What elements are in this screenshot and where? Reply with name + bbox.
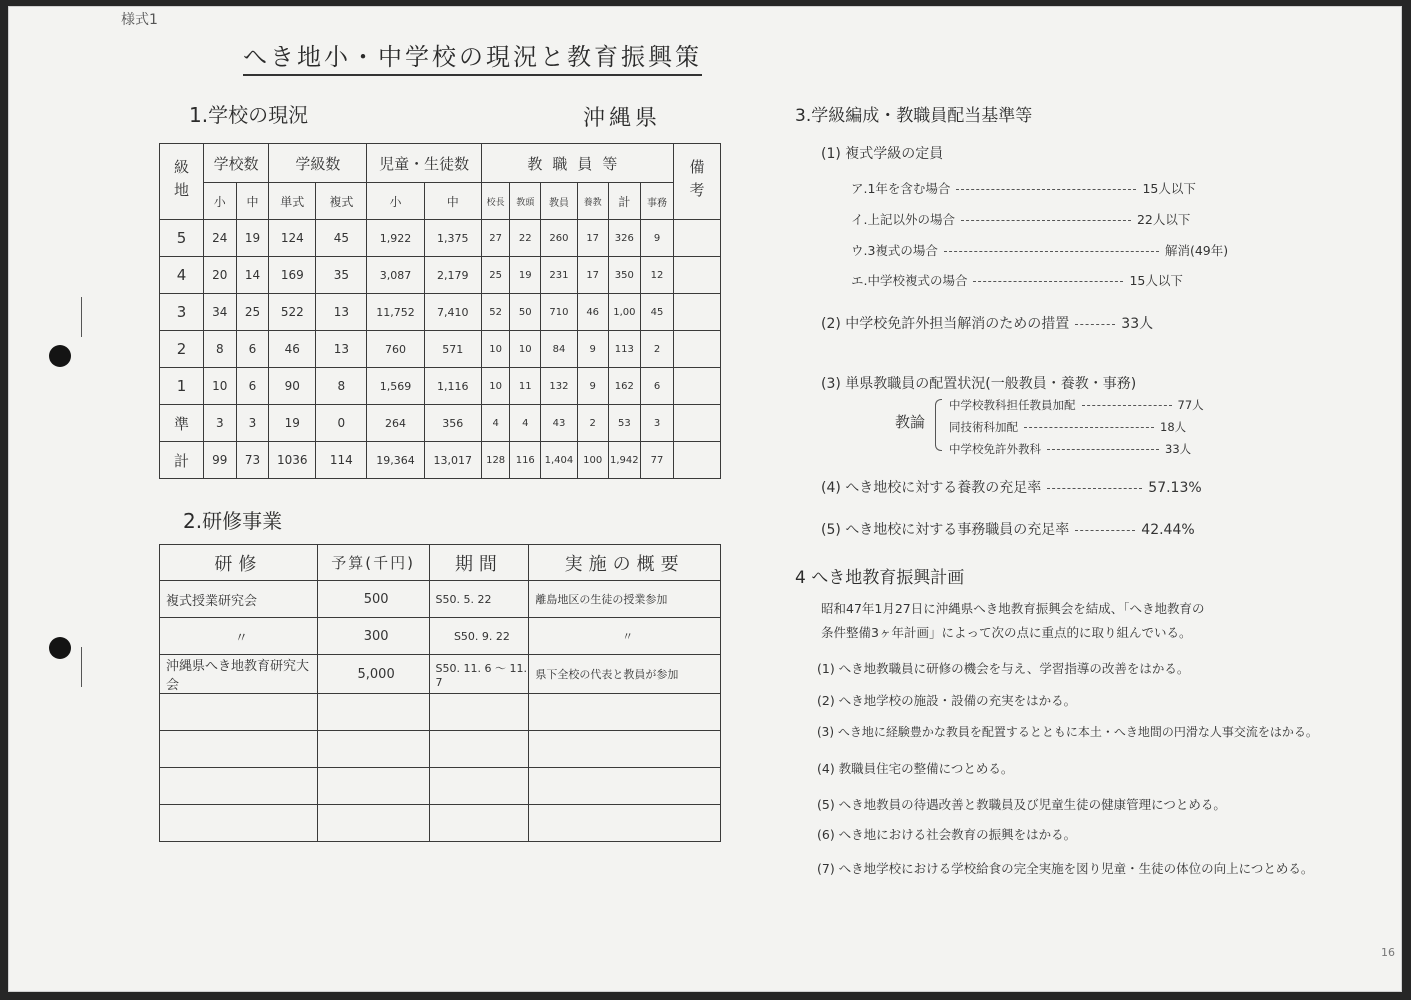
table-cell: 1036 xyxy=(269,442,316,479)
table-cell: 27 xyxy=(481,220,510,257)
table-row xyxy=(160,618,721,655)
item1-line: ア.1年を含む場合 15人以下 xyxy=(851,181,1196,196)
item3-line: 中学校免許外教科 33人 xyxy=(949,442,1192,456)
table-cell: 571 xyxy=(424,331,481,368)
training-summary-cell: 離島地区の生徒の授業参加 xyxy=(529,581,721,618)
empty-cell xyxy=(529,805,721,842)
table-cell: 46 xyxy=(269,331,316,368)
subheader: 事務 xyxy=(641,183,674,220)
leader-line xyxy=(1075,530,1135,531)
table-cell: 132 xyxy=(541,368,578,405)
header-remarks: 備考 xyxy=(673,144,720,220)
table-cell: 356 xyxy=(424,405,481,442)
table-cell: 1,569 xyxy=(367,368,424,405)
table-cell: 1,942 xyxy=(608,442,641,479)
table-row xyxy=(160,368,721,405)
school-status-table xyxy=(159,143,721,479)
empty-row xyxy=(160,694,721,731)
table-cell: 760 xyxy=(367,331,424,368)
table-row xyxy=(160,655,721,694)
table-row xyxy=(160,405,721,442)
empty-cell xyxy=(529,694,721,731)
table-cell: 710 xyxy=(541,294,578,331)
table-cell: 1,00 xyxy=(608,294,641,331)
table-cell: 14 xyxy=(236,257,269,294)
table-cell: 100 xyxy=(577,442,608,479)
table-cell: 24 xyxy=(203,220,236,257)
item3-line: 中学校教科担任教員加配 77人 xyxy=(949,398,1204,412)
empty-cell xyxy=(160,768,318,805)
table-cell: 77 xyxy=(641,442,674,479)
table-cell: 17 xyxy=(577,257,608,294)
table-cell: 522 xyxy=(269,294,316,331)
training-period-cell: S50. 5. 22 xyxy=(429,581,529,618)
table-row xyxy=(160,294,721,331)
table-cell: 50 xyxy=(510,294,541,331)
training-summary-cell: 〃 xyxy=(529,618,721,655)
plan-item: (2) へき地学校の施設・設備の充実をはかる。 xyxy=(817,693,1077,708)
remarks-cell xyxy=(673,442,720,479)
table-cell: 124 xyxy=(269,220,316,257)
item1-line: イ.上記以外の場合 22人以下 xyxy=(851,212,1191,227)
subheader: 中 xyxy=(236,183,269,220)
margin-mark xyxy=(81,297,82,337)
table-cell: 128 xyxy=(481,442,510,479)
table-cell: 2 xyxy=(641,331,674,368)
plan-item: (4) 教職員住宅の整備につとめる。 xyxy=(817,761,1014,776)
header-budget: 予算(千円) xyxy=(317,545,429,581)
subheader: 小 xyxy=(203,183,236,220)
remarks-cell xyxy=(673,220,720,257)
empty-cell xyxy=(429,768,529,805)
table-cell: 114 xyxy=(316,442,367,479)
remarks-cell xyxy=(673,294,720,331)
empty-cell xyxy=(160,694,318,731)
table-cell: 1,404 xyxy=(541,442,578,479)
table-cell: 22 xyxy=(510,220,541,257)
table-cell: 19,364 xyxy=(367,442,424,479)
empty-cell xyxy=(317,694,429,731)
table-cell: 17 xyxy=(577,220,608,257)
table-cell: 169 xyxy=(269,257,316,294)
subheader: 単式 xyxy=(269,183,316,220)
table-cell: 9 xyxy=(577,368,608,405)
table-cell: 46 xyxy=(577,294,608,331)
section1-heading: 1.学校の現況 xyxy=(189,103,309,127)
header-students: 児童・生徒数 xyxy=(367,144,481,183)
row-level: 3 xyxy=(160,294,204,331)
table-cell: 6 xyxy=(641,368,674,405)
item3-line: 同技術科加配 18人 xyxy=(949,420,1187,434)
table-cell: 260 xyxy=(541,220,578,257)
item1-line: エ.中学校複式の場合 15人以下 xyxy=(851,273,1183,288)
empty-cell xyxy=(429,731,529,768)
training-name-cell: 〃 xyxy=(160,618,318,655)
item3-side-label: 教論 xyxy=(895,413,926,431)
empty-cell xyxy=(429,694,529,731)
table-cell: 11 xyxy=(510,368,541,405)
table-cell: 1,922 xyxy=(367,220,424,257)
table-cell: 12 xyxy=(641,257,674,294)
table-cell: 35 xyxy=(316,257,367,294)
table-cell: 231 xyxy=(541,257,578,294)
empty-cell xyxy=(317,731,429,768)
table-cell: 6 xyxy=(236,368,269,405)
table-cell: 2,179 xyxy=(424,257,481,294)
table-cell: 4 xyxy=(510,405,541,442)
document-page xyxy=(8,6,1402,992)
table-cell: 1,116 xyxy=(424,368,481,405)
subheader: 小 xyxy=(367,183,424,220)
empty-row xyxy=(160,731,721,768)
subheader: 中 xyxy=(424,183,481,220)
row-level: 1 xyxy=(160,368,204,405)
item1-line: ウ.3複式の場合 解消(49年) xyxy=(851,243,1229,258)
table-row xyxy=(160,257,721,294)
header-period: 期間 xyxy=(429,545,529,581)
table-cell: 13 xyxy=(316,331,367,368)
school-status-rows xyxy=(160,220,721,479)
training-period-cell: S50. 11. 6 〜 11. 7 xyxy=(429,655,529,694)
section4-intro: 昭和47年1月27日に沖縄県へき地教育振興会を結成、「へき地教育の xyxy=(821,601,1205,616)
table-cell: 20 xyxy=(203,257,236,294)
empty-cell xyxy=(160,731,318,768)
item1-label: (1) 複式学級の定員 xyxy=(821,146,944,162)
plan-item: (6) へき地における社会教育の振興をはかる。 xyxy=(817,827,1077,842)
table-cell: 52 xyxy=(481,294,510,331)
document-title: へき地小・中学校の現況と教育振興策 xyxy=(243,37,702,76)
table-cell: 2 xyxy=(577,405,608,442)
item2-line: (2) 中学校免許外担当解消のための措置 33人 xyxy=(821,316,1154,332)
table-cell: 45 xyxy=(316,220,367,257)
prefecture-label: 沖縄県 xyxy=(583,106,662,131)
leader-line xyxy=(961,220,1131,221)
training-budget-cell: 500 xyxy=(317,581,429,618)
leader-line xyxy=(956,189,1136,190)
table-cell: 10 xyxy=(481,331,510,368)
leader-line xyxy=(1024,427,1154,428)
bracket xyxy=(935,399,942,451)
header-schools: 学校数 xyxy=(203,144,268,183)
leader-line xyxy=(1047,449,1159,450)
section4-heading: 4 へき地教育振興計画 xyxy=(795,568,965,588)
training-budget-cell: 300 xyxy=(317,618,429,655)
remarks-cell xyxy=(673,331,720,368)
training-table xyxy=(159,544,721,842)
section2-heading: 2.研修事業 xyxy=(183,509,283,533)
empty-cell xyxy=(529,731,721,768)
item5-line: (5) へき地校に対する事務職員の充足率 42.44% xyxy=(821,522,1195,538)
table-cell: 13 xyxy=(316,294,367,331)
row-level: 5 xyxy=(160,220,204,257)
table-cell: 73 xyxy=(236,442,269,479)
table-cell: 8 xyxy=(316,368,367,405)
table-row xyxy=(160,220,721,257)
section3-heading: 3.学級編成・教職員配当基準等 xyxy=(795,106,1033,126)
table-cell: 53 xyxy=(608,405,641,442)
table-cell: 90 xyxy=(269,368,316,405)
row-level: 準 xyxy=(160,405,204,442)
header-summary: 実施の概要 xyxy=(529,545,721,581)
table-cell: 116 xyxy=(510,442,541,479)
leader-line xyxy=(1082,405,1172,406)
table-cell: 19 xyxy=(510,257,541,294)
table-cell: 19 xyxy=(269,405,316,442)
table-cell: 6 xyxy=(236,331,269,368)
table-cell: 10 xyxy=(203,368,236,405)
table-cell: 326 xyxy=(608,220,641,257)
training-budget-cell: 5,000 xyxy=(317,655,429,694)
header-level: 級地 xyxy=(160,144,204,220)
table-cell: 162 xyxy=(608,368,641,405)
table-cell: 3 xyxy=(203,405,236,442)
table-cell: 25 xyxy=(236,294,269,331)
table-cell: 11,752 xyxy=(367,294,424,331)
plan-item: (7) へき地学校における学校給食の完全実施を図り児童・生徒の体位の向上につとめる。 xyxy=(817,861,1314,876)
table-cell: 19 xyxy=(236,220,269,257)
table-cell: 113 xyxy=(608,331,641,368)
table-cell: 43 xyxy=(541,405,578,442)
punch-hole xyxy=(49,637,71,659)
empty-cell xyxy=(429,805,529,842)
empty-cell xyxy=(317,805,429,842)
table-cell: 8 xyxy=(203,331,236,368)
table-cell: 84 xyxy=(541,331,578,368)
subheader: 養教 xyxy=(577,183,608,220)
table-cell: 3 xyxy=(236,405,269,442)
empty-row xyxy=(160,805,721,842)
table-cell: 7,410 xyxy=(424,294,481,331)
table-cell: 45 xyxy=(641,294,674,331)
empty-cell xyxy=(160,805,318,842)
table-cell: 1,375 xyxy=(424,220,481,257)
item3-label: (3) 単県教職員の配置状況(一般教員・養教・事務) xyxy=(821,376,1137,392)
row-level: 2 xyxy=(160,331,204,368)
plan-item: (3) へき地に経験豊かな教員を配置するとともに本土・へき地間の円滑な人事交流をはかる。 xyxy=(817,725,1318,739)
training-summary-cell: 県下全校の代表と教員が参加 xyxy=(529,655,721,694)
plan-item: (5) へき地教員の待遇改善と教職員及び児童生徒の健康管理につとめる。 xyxy=(817,797,1226,812)
leader-line xyxy=(1075,324,1115,325)
remarks-cell xyxy=(673,368,720,405)
subheader: 教頭 xyxy=(510,183,541,220)
table-cell: 10 xyxy=(510,331,541,368)
table-cell: 3,087 xyxy=(367,257,424,294)
table-row xyxy=(160,442,721,479)
leader-line xyxy=(944,251,1159,252)
plan-item: (1) へき地教職員に研修の機会を与え、学習指導の改善をはかる。 xyxy=(817,661,1190,676)
training-name-cell: 沖縄県へき地教育研究大会 xyxy=(160,655,318,694)
header-training: 研修 xyxy=(160,545,318,581)
training-rows xyxy=(160,581,721,842)
remarks-cell xyxy=(673,405,720,442)
page-number: 16 xyxy=(1381,946,1395,959)
table-cell: 10 xyxy=(481,368,510,405)
table-cell: 3 xyxy=(641,405,674,442)
subheader: 計 xyxy=(608,183,641,220)
subheader: 複式 xyxy=(316,183,367,220)
table-cell: 34 xyxy=(203,294,236,331)
leader-line xyxy=(973,281,1123,282)
corner-note: 様式1 xyxy=(121,12,158,28)
training-period-cell: S50. 9. 22 xyxy=(429,618,529,655)
table-cell: 4 xyxy=(481,405,510,442)
table-cell: 25 xyxy=(481,257,510,294)
header-staff: 教職員等 xyxy=(481,144,673,183)
table-cell: 99 xyxy=(203,442,236,479)
table-cell: 9 xyxy=(577,331,608,368)
section4-intro: 条件整備3ヶ年計画」によって次の点に重点的に取り組んでいる。 xyxy=(821,625,1192,640)
item4-line: (4) へき地校に対する養教の充足率 57.13% xyxy=(821,480,1202,496)
row-level: 4 xyxy=(160,257,204,294)
table-row xyxy=(160,581,721,618)
subheader: 教員 xyxy=(541,183,578,220)
training-name-cell: 複式授業研究会 xyxy=(160,581,318,618)
header-classes: 学級数 xyxy=(269,144,367,183)
leader-line xyxy=(1047,488,1142,489)
row-level: 計 xyxy=(160,442,204,479)
empty-cell xyxy=(317,768,429,805)
empty-row xyxy=(160,768,721,805)
margin-mark xyxy=(81,647,82,687)
table-cell: 0 xyxy=(316,405,367,442)
remarks-cell xyxy=(673,257,720,294)
table-row xyxy=(160,331,721,368)
table-cell: 264 xyxy=(367,405,424,442)
table-cell: 13,017 xyxy=(424,442,481,479)
subheader: 校長 xyxy=(481,183,510,220)
punch-hole xyxy=(49,345,71,367)
empty-cell xyxy=(529,768,721,805)
table-cell: 350 xyxy=(608,257,641,294)
table-cell: 9 xyxy=(641,220,674,257)
